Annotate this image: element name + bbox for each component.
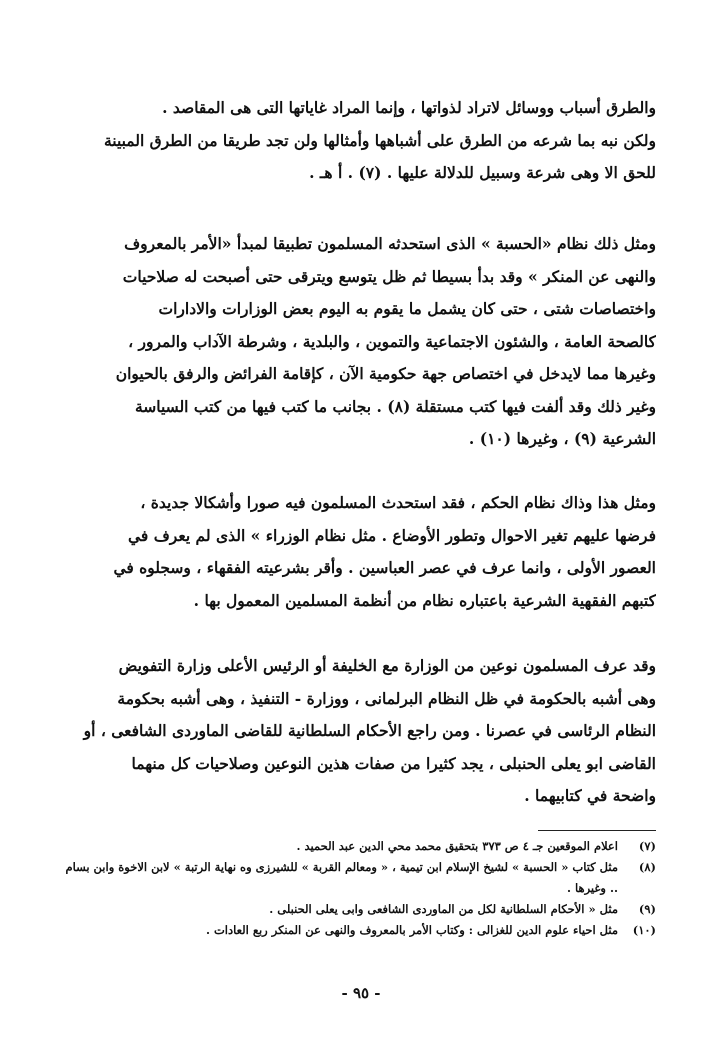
text-line: والطرق أسباب ووسائل لاتراد لذواتها ، وإنما المراد غاياتها التى هى المقاصد . [162, 98, 656, 117]
text-line: ولكن نبه بما شرعه من الطرق على أشباهها وأمثالها ولن تجد طريقا من الطرق المبينة [103, 130, 656, 150]
paragraph-1 [58, 92, 656, 190]
text-line: كالصحة العامة ، والشئون الاجتماعية والتموين ، والبلدية ، وشرطة الآداب والمرور ، [128, 331, 656, 351]
page-number: - ٩٥ - [341, 984, 381, 1002]
text-line: وهى أشبه بالحكومة في ظل النظام البرلمانى ، ووزارة - التنفيذ ، وهى أشبه بحكومة [117, 688, 656, 708]
text-line: واختصاصات شتى ، حتى كان يشمل ما يقوم به اليوم بعض الوزارات والادارات [158, 299, 656, 318]
text-line: الشرعية (٩) ، وغيرها (١٠) . [468, 429, 656, 448]
footnote [58, 857, 656, 899]
text-line: واضحة في كتابيهما . [524, 786, 656, 805]
text-line: وقد عرف المسلمون نوعين من الوزارة مع الخليفة أو الرئيس الأعلى وزارة التفويض [118, 656, 656, 675]
footnote-text: اعلام الموقعين جـ ٤ ص ٣٧٣ بتحقيق محمد محي الدين عبد الحميد . [296, 839, 618, 853]
text-line: القاضى ابو يعلى الحنبلى ، يجد كثيرا من صفات هذين النوعين وصلاحيات كل منهما [131, 753, 656, 773]
footnote-number: (٩) [638, 902, 656, 916]
text-line: ومثل هذا وذاك نظام الحكم ، فقد استحدث المسلمون فيه صورا وأشكالا جديدة ، [140, 493, 656, 512]
paragraph-2 [58, 228, 656, 456]
footnotes [58, 836, 656, 941]
footnote-divider [538, 830, 656, 831]
footnote [58, 920, 656, 941]
text-line: للحق الا وهى شرعة وسبيل للدلالة عليها . (٧) . أ هـ . [309, 163, 656, 182]
footnote-number: (٧) [638, 839, 656, 853]
footnote-text: مثل احياء علوم الدين للغزالى : وكتاب الأمر بالمعروف والنهى عن المنكر ربع العادات . [205, 923, 618, 937]
footnote-number: (١٠) [632, 923, 656, 937]
footnote [58, 836, 656, 857]
paragraph-3 [58, 487, 656, 617]
footnote-text: مثل « الأحكام السلطانية لكل من الماوردى الشافعى وابى يعلى الحنبلى . [269, 902, 618, 916]
footnote-text: مثل كتاب « الحسبة » لشيخ الإسلام ابن تيمية ، « ومعالم القربة » للشيرزى وه نهاية الرتبة » لابن الاخوة وابن بسام .. وغيرها . [65, 860, 618, 895]
text-line: وغير ذلك وقد ألفت فيها كتب مستقلة (٨) . بجانب ما كتب فيها من كتب السياسة [134, 396, 656, 416]
text-line: ومثل ذلك نظام «الحسبة » الذى استحدثه المسلمون تطبيقا لمبدأ «الأمر بالمعروف [124, 234, 656, 253]
footnote [58, 899, 656, 920]
text-line: العصور الأولى ، وانما عرف في عصر العباسين . وأقر بشرعيته الفقهاء ، وسجلوه في [113, 558, 656, 577]
text-line: النظام الرئاسى في عصرنا . ومن راجع الأحكام السلطانية للقاضى الماوردى الشافعى ، أو [83, 721, 656, 740]
text-line: فرضها عليهم تغير الاحوال وتطور الأوضاع . مثل نظام الوزراء » الذى لم يعرف في [128, 525, 656, 545]
footnote-number: (٨) [638, 860, 656, 874]
paragraph-4 [58, 650, 656, 813]
text-line: كتبهم الفقهية الشرعية باعتباره نظام من أنظمة المسلمين المعمول بها . [193, 590, 656, 610]
text-line: وغيرها مما لايدخل في اختصاص جهة حكومية الآن ، كإقامة الفرائض والرفق بالحيوان [115, 364, 656, 383]
text-line: والنهى عن المنكر » وقد بدأ بسيطا ثم ظل يتوسع ويترقى حتى أصبحت له صلاحيات [122, 266, 656, 286]
